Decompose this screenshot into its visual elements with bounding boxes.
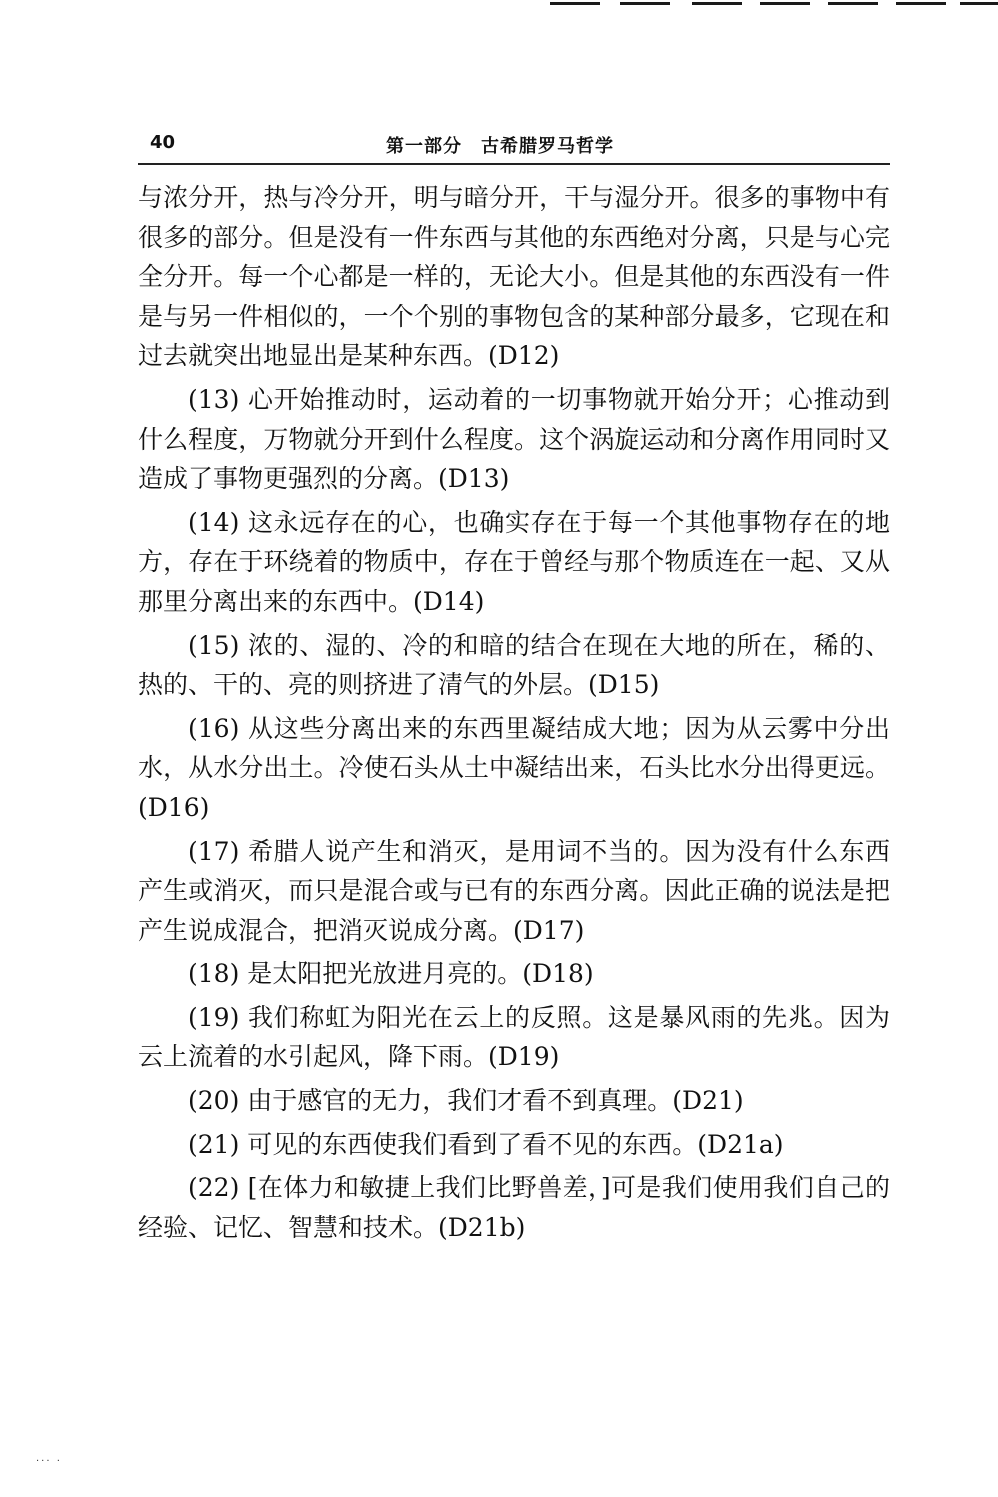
paragraph-14: (14) 这永远存在的心，也确实存在于每一个其他事物存在的地方，存在于环绕着的物质中，存在于曾经与那个物质连在一起、又从那里分离出来的东西中。(D14): [138, 507, 890, 616]
paragraph-15: (15) 浓的、湿的、冷的和暗的结合在现在大地的所在，稀的、热的、干的、亮的则挤进了清气的外层。(D15): [138, 630, 890, 700]
page-body: [138, 178, 890, 1251]
top-edge-dashes: [520, 0, 998, 14]
running-head: 第一部分 古希腊罗马哲学: [386, 136, 614, 157]
paragraph-21: (21) 可见的东西使我们看到了看不见的东西。(D21a): [188, 1129, 784, 1159]
paragraph-d12-continued: 与浓分开，热与冷分开，明与暗分开，干与湿分开。很多的事物中有很多的部分。但是没有一件东西与其他的东西绝对分离，只是与心完全分开。每一个心都是一样的，无论大小。但是其他的东西没有一件是与另一件相似的，一个个别的事物包含的某种部分最多，它现在和过去就突出地显出是某种东西。(D12): [138, 183, 890, 371]
paragraph-22: (22) [在体力和敏捷上我们比野兽差，]可是我们使用我们自己的经验、记忆、智慧和技术。(D21b): [138, 1173, 890, 1242]
header-rule: [138, 163, 890, 165]
paragraph-19: (19) 我们称虹为阳光在云上的反照。这是暴风雨的先兆。因为云上流着的水引起风，降下雨。(D19): [138, 1002, 890, 1072]
paragraph-18: (18) 是太阳把光放进月亮的。(D18): [188, 959, 594, 989]
page-header: [138, 132, 890, 166]
paragraph-16: (16) 从这些分离出来的东西里凝结成大地；因为从云雾中分出水，从水分出土。冷使石头从土中凝结出来，石头比水分出得更远。(D16): [138, 713, 890, 822]
paragraph-17: (17) 希腊人说产生和消灭，是用词不当的。因为没有什么东西产生或消灭，而只是混合或与已有的东西分离。因此正确的说法是把产生说成混合，把消灭说成分离。(D17): [138, 836, 890, 945]
page-number: 40: [150, 132, 176, 153]
paragraph-13: (13) 心开始推动时，运动着的一切事物就开始分开；心推动到什么程度，万物就分开到什么程度。这个涡旋运动和分离作用同时又造成了事物更强烈的分离。(D13): [138, 384, 890, 494]
paragraph-20: (20) 由于感官的无力，我们才看不到真理。(D21): [188, 1086, 744, 1116]
footer-mark: ··· ·: [36, 1456, 62, 1467]
